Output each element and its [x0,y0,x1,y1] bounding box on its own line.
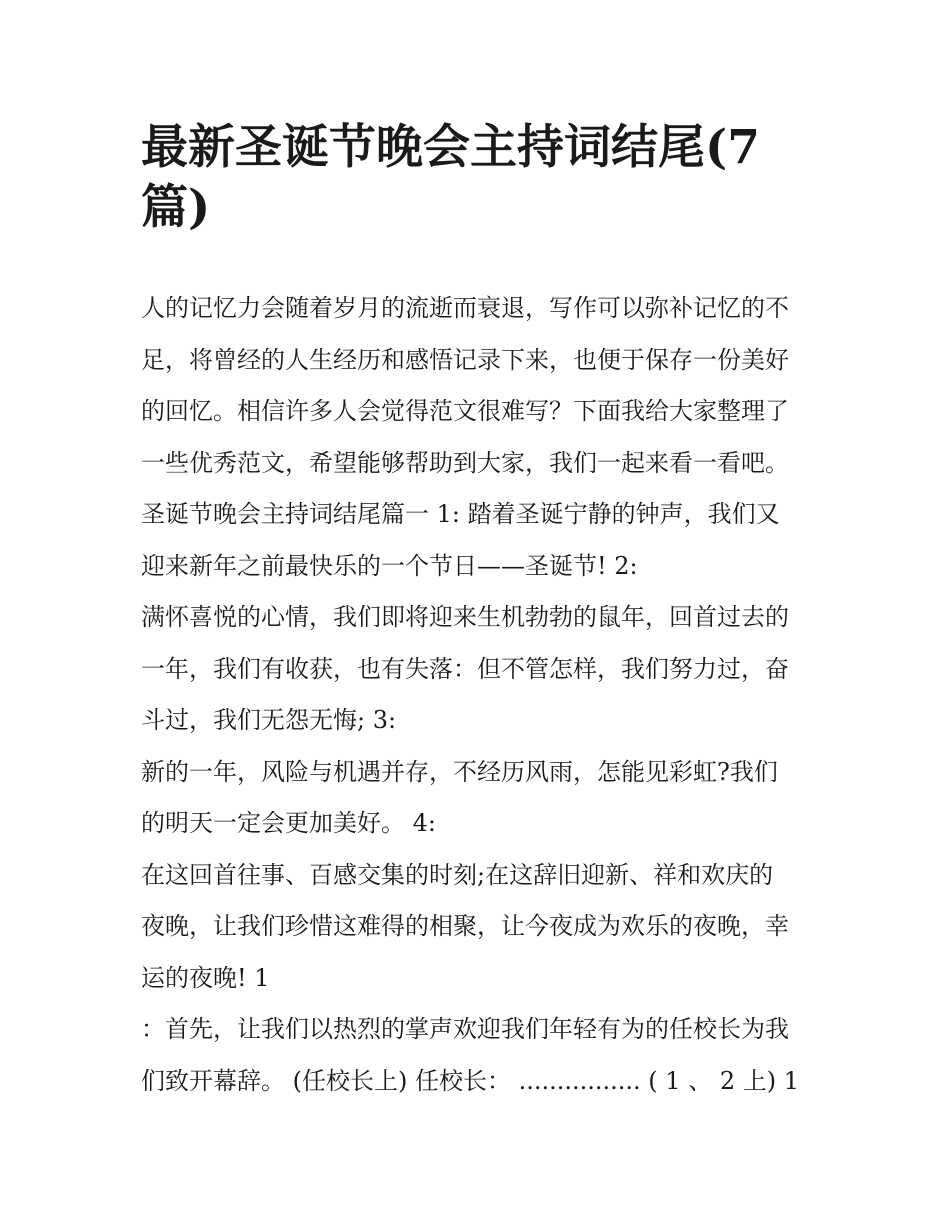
document-title [141,118,831,238]
body-line: 运的夜晚! 1 [141,963,270,992]
body-line: 圣诞节晚会主持词结尾篇一 1: 踏着圣诞宁静的钟声，我们又 [141,500,780,528]
body-line: 斗过，我们无怨无悔; 3: [141,706,397,734]
body-line: 一年，我们有收获，也有失落：但不管怎样，我们努力过，奋 [141,654,789,683]
body-line: 在这回首往事、百感交集的时刻;在这辞旧迎新、祥和欢庆的 [141,860,774,889]
body-line: ：首先，让我们以热烈的掌声欢迎我们年轻有为的任校长为我 [141,1015,789,1043]
title-line-1: 最新圣诞节晚会主持词结尾(7 [141,120,760,175]
body-line: 人的记忆力会随着岁月的流逝而衰退，写作可以弥补记忆的不 [141,294,789,322]
body-line: 的明天一定会更加美好。 4: [141,809,436,837]
body-line: 夜晚，让我们珍惜这难得的相聚，让今夜成为欢乐的夜晚，幸 [141,912,789,940]
body-line: 迎来新年之前最快乐的一个节日——圣诞节! 2: [141,551,638,580]
body-line: 一些优秀范文，希望能够帮助到大家，我们一起来看一看吧。 [141,448,789,477]
body-line: 足，将曾经的人生经历和感悟记录下来，也便于保存一份美好 [141,345,789,374]
body-line: 的回忆。相信许多人会觉得范文很难写？下面我给大家整理了 [141,397,789,425]
title-line-2: 篇) [141,180,211,235]
body-line: 新的一年，风险与机遇并存，不经历风雨，怎能见彩虹?我们 [141,757,778,786]
body-line: 满怀喜悦的心情，我们即将迎来生机勃勃的鼠年，回首过去的 [141,603,789,631]
document-body [141,283,821,1107]
body-line: 们致开幕辞。 (任校长上) 任校长： ................ ( 1 、 2 上) 1 [141,1066,799,1095]
